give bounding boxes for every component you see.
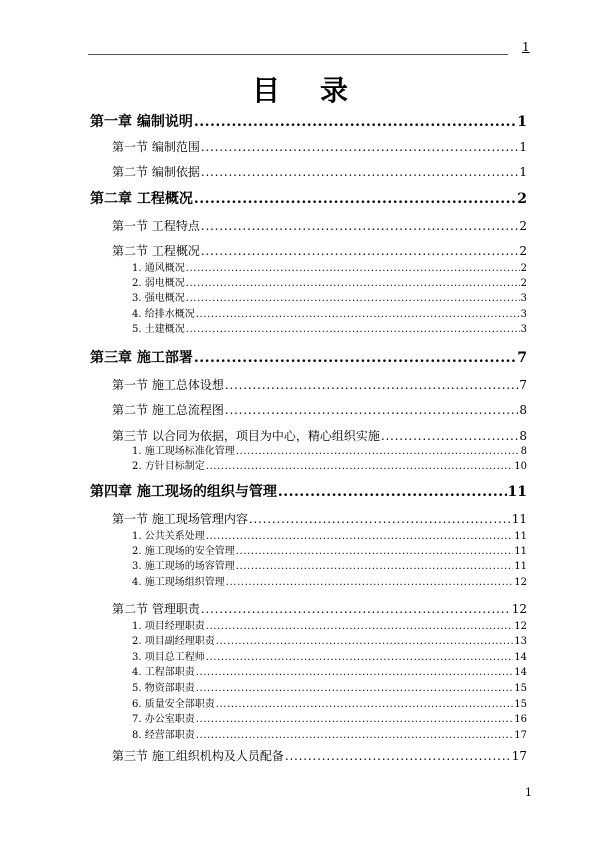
toc-entry-label: 1. 通风概况 [132,263,185,274]
toc-item-entry[interactable] [132,699,527,711]
toc-entry-page-number: 14 [514,652,527,663]
toc-dot-leader [381,429,519,443]
toc-item-entry[interactable] [132,278,527,290]
toc-entry-label: 第一章 编制说明 [90,114,193,130]
toc-entry-label: 第二节 工程概况 [112,244,200,258]
toc-entry-label: 3. 施工现场的场容管理 [132,561,235,572]
toc-entry-page-number: 17 [514,730,527,741]
toc-dot-leader [194,350,516,366]
toc-entry-label: 2. 项目副经理职责 [132,636,215,647]
toc-item-entry[interactable] [132,652,527,664]
toc-dot-leader [186,278,520,290]
toc-item-entry[interactable] [132,683,527,695]
page-title: 目录 [251,74,388,107]
toc-entry-page-number: 11 [511,512,527,526]
toc-entry-label: 7. 办公室职责 [132,714,195,725]
toc-dot-leader [236,446,520,458]
toc-entry-page-number: 12 [511,602,527,616]
toc-entry-page-number: 2 [520,263,527,274]
toc-section-entry[interactable] [112,140,527,154]
toc-entry-label: 2. 弱电概况 [132,278,185,289]
toc-entry-label: 第四章 施工现场的组织与管理 [90,484,277,500]
toc-item-entry[interactable] [132,546,527,558]
toc-item-entry[interactable] [132,667,527,679]
toc-dot-leader [186,263,520,275]
toc-dot-leader [206,621,514,633]
toc-entry-label: 第三章 施工部署 [90,350,193,366]
toc-item-entry[interactable] [132,461,527,473]
toc-entry-page-number: 7 [517,350,527,366]
toc-entry-page-number: 3 [520,293,527,304]
toc-dot-leader [206,531,514,543]
toc-dot-leader [186,293,520,305]
toc-chapter-entry[interactable] [90,114,527,130]
toc-entry-page-number: 16 [514,714,527,725]
toc-entry-page-number: 8 [519,403,527,417]
toc-dot-leader [236,561,514,573]
toc-dot-leader [236,546,514,558]
toc-entry-label: 第一节 工程特点 [112,219,200,233]
toc-dot-leader [196,667,514,679]
toc-dot-leader [186,324,520,336]
toc-entry-label: 8. 经营部职责 [132,730,195,741]
toc-section-entry[interactable] [112,602,527,616]
toc-entry-page-number: 11 [514,561,527,572]
toc-dot-leader [201,244,519,258]
toc-section-entry[interactable] [112,403,527,417]
toc-item-entry[interactable] [132,446,527,458]
toc-entry-label: 1. 公共关系处理 [132,531,205,542]
toc-item-entry[interactable] [132,714,527,726]
toc-dot-leader [278,484,507,500]
toc-entry-label: 1. 项目经理职责 [132,621,205,632]
toc-entry-label: 3. 项目总工程师 [132,652,205,663]
toc-item-entry[interactable] [132,263,527,275]
toc-entry-page-number: 11 [514,531,527,542]
toc-entry-page-number: 3 [520,309,527,320]
toc-chapter-entry[interactable] [90,484,527,500]
toc-entry-label: 2. 施工现场的安全管理 [132,546,235,557]
toc-item-entry[interactable] [132,293,527,305]
toc-dot-leader [196,683,514,695]
toc-entry-page-number: 13 [514,636,527,647]
toc-entry-page-number: 2 [520,278,527,289]
toc-entry-page-number: 8 [520,446,527,457]
toc-entry-label: 1. 施工现场标准化管理 [132,446,235,457]
toc-entry-label: 5. 土建概况 [132,324,185,335]
toc-dot-leader [216,699,514,711]
toc-entry-label: 第一节 施工总体设想 [112,378,224,392]
toc-entry-label: 4. 施工现场组织管理 [132,577,225,588]
toc-dot-leader [225,403,519,417]
toc-section-entry[interactable] [112,244,527,258]
toc-entry-page-number: 1 [519,165,527,179]
toc-entry-label: 第二节 编制依据 [112,165,200,179]
toc-entry-label: 第二节 管理职责 [112,602,200,616]
toc-section-entry[interactable] [112,219,527,233]
toc-dot-leader [206,652,514,664]
toc-entry-page-number: 14 [514,667,527,678]
toc-entry-label: 2. 方针目标制定 [132,461,205,472]
toc-entry-page-number: 8 [519,429,527,443]
toc-dot-leader [196,714,514,726]
toc-dot-leader [196,730,514,742]
toc-item-entry[interactable] [132,621,527,633]
toc-entry-page-number: 7 [519,378,527,392]
toc-section-entry[interactable] [112,165,527,179]
toc-entry-page-number: 10 [514,461,527,472]
toc-entry-page-number: 17 [511,749,527,763]
toc-entry-page-number: 12 [514,621,527,632]
toc-entry-label: 4. 工程部职责 [132,667,195,678]
toc-item-entry[interactable] [132,531,527,543]
toc-dot-leader [201,219,519,233]
toc-entry-page-number: 1 [519,140,527,154]
toc-dot-leader [285,749,511,763]
toc-section-entry[interactable] [112,749,527,763]
toc-chapter-entry[interactable] [90,191,527,207]
toc-dot-leader [216,636,514,648]
toc-dot-leader [225,378,519,392]
toc-entry-page-number: 11 [507,484,527,500]
toc-item-entry[interactable] [132,730,527,742]
toc-dot-leader [201,165,519,179]
toc-chapter-entry[interactable] [90,350,527,366]
toc-dot-leader [194,114,516,130]
toc-entry-page-number: 2 [517,191,527,207]
toc-section-entry[interactable] [112,378,527,392]
toc-entry-page-number: 3 [520,324,527,335]
toc-entry-page-number: 2 [519,244,527,258]
toc-dot-leader [196,309,520,321]
toc-entry-page-number: 1 [517,114,527,130]
toc-entry-page-number: 2 [519,219,527,233]
toc-dot-leader [206,461,514,473]
toc-entry-label: 第三节 以合同为依据，项目为中心，精心组织实施 [112,429,380,443]
toc-dot-leader [201,140,519,154]
toc-dot-leader [194,191,516,207]
toc-dot-leader [249,512,511,526]
toc-entry-label: 第二章 工程概况 [90,191,193,207]
toc-entry-label: 3. 强电概况 [132,293,185,304]
footer-page-number: 1 [525,786,532,799]
toc-entry-label: 5. 物资部职责 [132,683,195,694]
toc-entry-label: 第一节 编制范围 [112,140,200,154]
toc-entry-page-number: 15 [514,683,527,694]
toc-item-entry[interactable] [132,577,527,589]
toc-entry-label: 第一节 施工现场管理内容 [112,512,248,526]
toc-item-entry[interactable] [132,309,527,321]
toc-dot-leader [201,602,511,616]
toc-dot-leader [226,577,514,589]
toc-entry-label: 4. 给排水概况 [132,309,195,320]
toc-entry-page-number: 15 [514,699,527,710]
toc-item-entry[interactable] [132,324,527,336]
toc-item-entry[interactable] [132,636,527,648]
toc-item-entry[interactable] [132,561,527,573]
toc-entry-page-number: 11 [514,546,527,557]
toc-section-entry[interactable] [112,512,527,526]
toc-entry-label: 第二节 施工总流程图 [112,403,224,417]
toc-entry-label: 6. 质量安全部职责 [132,699,215,710]
toc-section-entry[interactable] [112,429,527,443]
toc-entry-page-number: 12 [514,577,527,588]
header-page-number: 1 [522,40,530,54]
toc-entry-label: 第三节 施工组织机构及人员配备 [112,749,284,763]
